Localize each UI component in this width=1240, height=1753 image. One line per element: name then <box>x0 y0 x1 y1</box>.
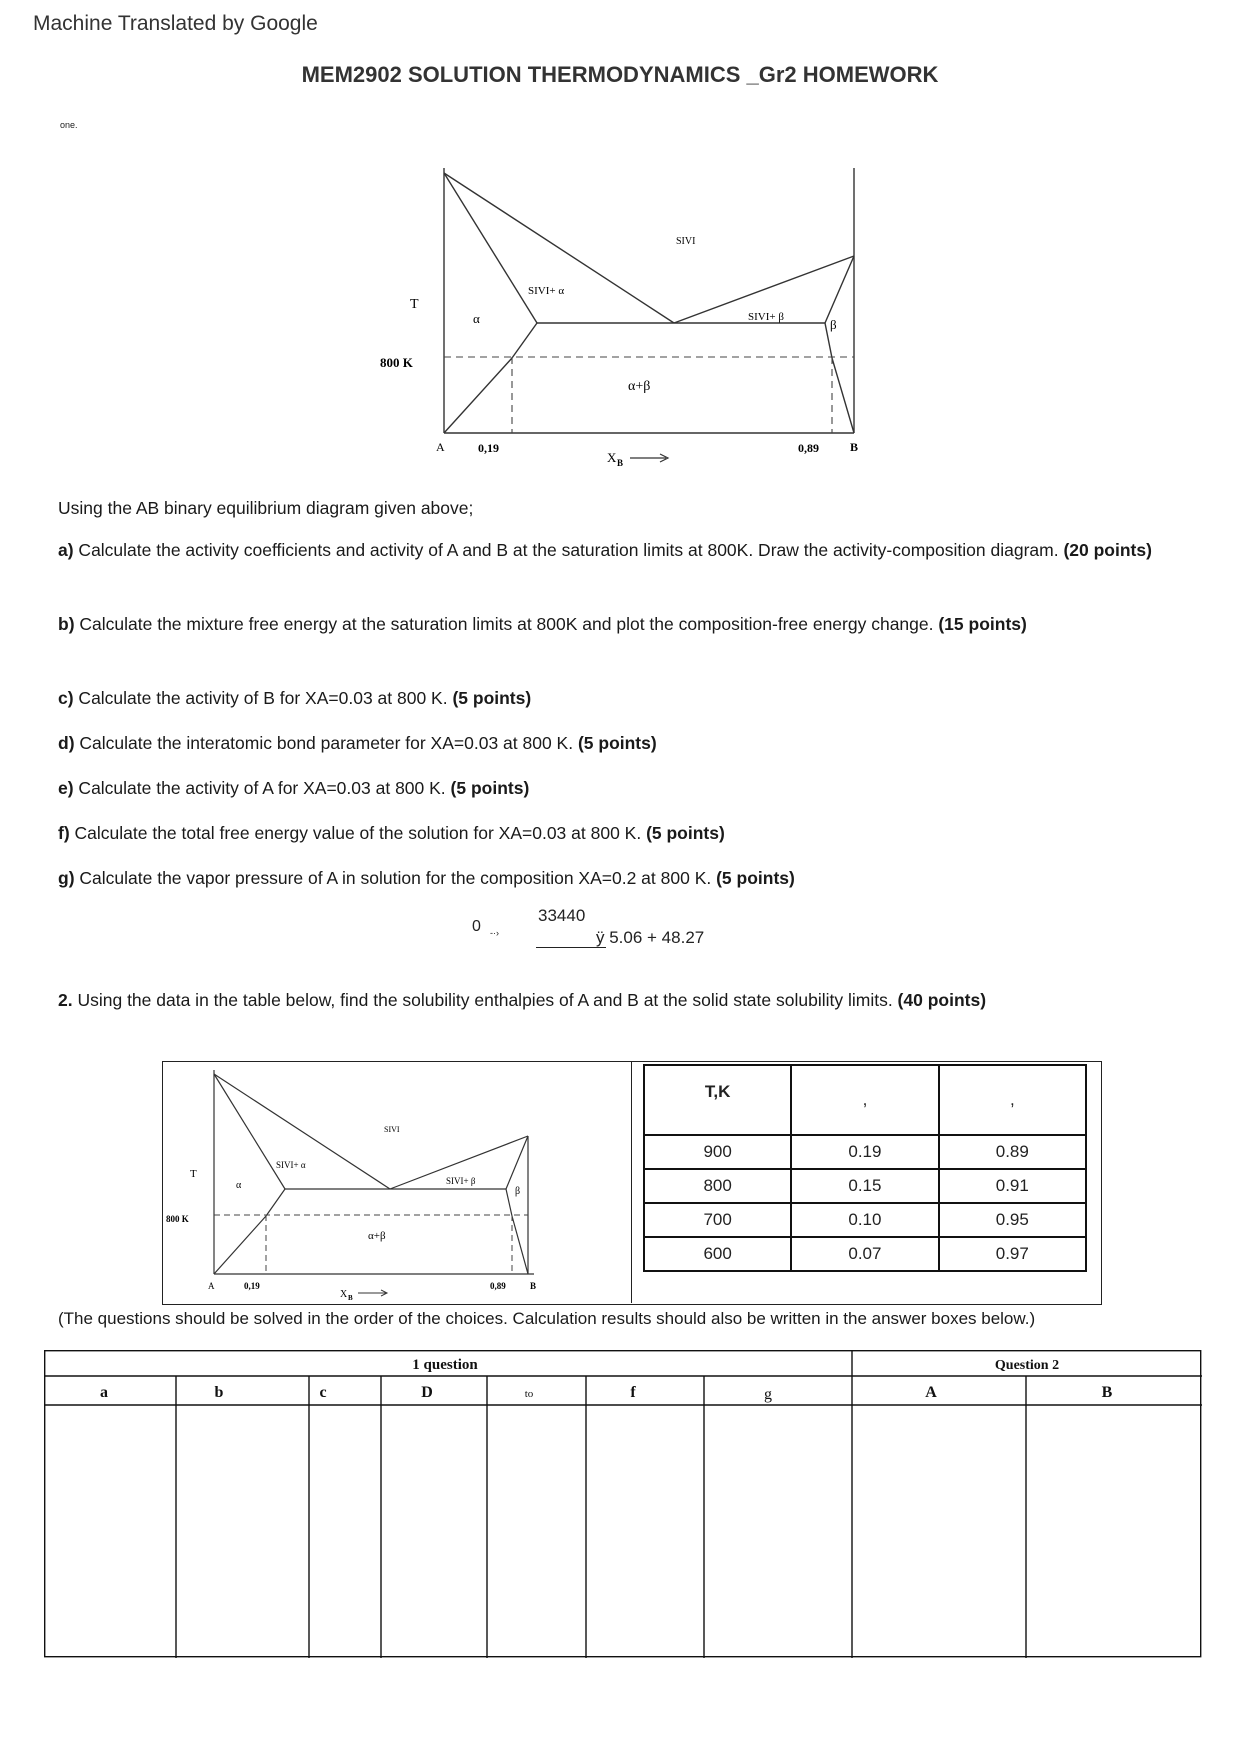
small-region-liquid-alpha: SIVI+ α <box>276 1160 306 1170</box>
question-d: d) Calculate the interatomic bond parameter for XA=0.03 at 800 K. (5 points) <box>58 733 657 753</box>
small-axis-t-label: T <box>190 1168 197 1180</box>
temp-label: 800 K <box>380 355 413 370</box>
col-header-q2-a: A <box>925 1384 937 1401</box>
small-xb-subscript: B <box>348 1294 353 1302</box>
small-component-a: A <box>208 1281 215 1291</box>
col-header-e: to <box>524 1388 534 1400</box>
header-temperature: T,K <box>644 1065 791 1135</box>
table-cell: 0.15 <box>791 1169 938 1203</box>
answer-grid <box>44 1350 1202 1658</box>
table-cell: 800 <box>644 1169 791 1203</box>
solubility-table <box>643 1064 1087 1272</box>
xb-subscript: B <box>617 458 624 468</box>
table-cell: 0.95 <box>939 1203 1086 1237</box>
small-xb-label: X <box>340 1289 348 1300</box>
answer-box-g[interactable] <box>706 1407 850 1656</box>
table-cell: 0.07 <box>791 1237 938 1271</box>
small-region-alpha-beta: α+β <box>368 1230 386 1242</box>
table-cell: 0.91 <box>939 1169 1086 1203</box>
header-xa: , <box>791 1065 938 1135</box>
answer-box-e[interactable] <box>489 1407 584 1656</box>
table-cell: 0.89 <box>939 1135 1086 1169</box>
region-alpha: α <box>473 311 480 326</box>
formula-rest: ÿ 5.06 + 48.27 <box>596 928 705 947</box>
small-xb-arrow-icon <box>358 1290 387 1296</box>
component-a: A <box>436 440 445 454</box>
group-question-1: 1 question <box>412 1357 478 1373</box>
phase-diagram-small <box>164 1064 564 1302</box>
col-header-d: D <box>421 1384 433 1401</box>
answer-box-f[interactable] <box>588 1407 702 1656</box>
item-number: one. <box>60 120 78 130</box>
small-region-beta: β <box>515 1186 521 1197</box>
composition-089: 0,89 <box>798 441 819 455</box>
component-b: B <box>850 440 859 454</box>
answer-box-d[interactable] <box>383 1407 485 1656</box>
col-header-q2-b: B <box>1101 1384 1113 1401</box>
table-cell: 900 <box>644 1135 791 1169</box>
question-f: f) Calculate the total free energy value of the solution for XA=0.03 at 800 K. (5 points) <box>58 823 725 843</box>
col-header-b: b <box>214 1384 224 1401</box>
small-region-alpha: α <box>236 1180 242 1191</box>
formula-numerator: 33440 <box>538 906 586 925</box>
small-region-liquid: SIVI <box>384 1125 400 1134</box>
small-temp-label: 800 K <box>166 1214 189 1224</box>
question-2-divider <box>631 1061 632 1303</box>
answer-box-a[interactable] <box>46 1407 174 1656</box>
axis-t-label: T <box>410 297 419 312</box>
composition-019: 0,19 <box>478 441 499 455</box>
formula-zero: 0 <box>472 918 481 935</box>
question-a: a) Calculate the activity coefficients and activity of A and B at the saturation limits at 800K. Draw the activity-composition diagram. (20 points) <box>58 540 1152 560</box>
small-component-b: B <box>530 1281 537 1291</box>
page-title: MEM2902 SOLUTION THERMODYNAMICS _Gr2 HOMEWORK <box>301 62 939 87</box>
xb-arrow-icon <box>630 454 668 462</box>
answer-box-b[interactable] <box>178 1407 307 1656</box>
region-liquid: SIVI <box>676 236 696 247</box>
question-b: b) Calculate the mixture free energy at the saturation limits at 800K and plot the composition-free energy change. (15 points) <box>58 614 1027 634</box>
table-cell: 0.10 <box>791 1203 938 1237</box>
xb-label: X <box>607 450 617 465</box>
question-e: e) Calculate the activity of A for XA=0.03 at 800 K. (5 points) <box>58 778 530 798</box>
question-g: g) Calculate the vapor pressure of A in solution for the composition XA=0.2 at 800 K. (5 points) <box>58 868 795 888</box>
question-c: c) Calculate the activity of B for XA=0.03 at 800 K. (5 points) <box>58 688 532 708</box>
table-cell: 0.97 <box>939 1237 1086 1271</box>
col-header-f: f <box>630 1384 636 1401</box>
small-composition-089: 0,89 <box>490 1281 506 1291</box>
col-header-g: g <box>764 1386 772 1403</box>
col-header-a: a <box>100 1384 108 1401</box>
small-region-liquid-beta: SIVI+ β <box>446 1176 476 1186</box>
header-xb: , <box>939 1065 1086 1135</box>
formula-arrow: -·› <box>490 928 499 938</box>
region-beta: β <box>830 317 837 332</box>
region-alpha-beta: α+β <box>628 379 651 394</box>
question-2: 2. Using the data in the table below, find the solubility enthalpies of A and B at the solid state solubility limits. (40 points) <box>58 990 987 1010</box>
small-composition-019: 0,19 <box>244 1281 260 1291</box>
instruction-note: (The questions should be solved in the order of the choices. Calculation results should also be written in the answer boxes below.) <box>58 1309 1036 1328</box>
region-liquid-beta: SIVI+ β <box>748 311 784 323</box>
answer-box-c[interactable] <box>311 1407 379 1656</box>
region-liquid-alpha: SIVI+ α <box>528 285 565 297</box>
col-header-c: c <box>319 1384 327 1401</box>
table-cell: 600 <box>644 1237 791 1271</box>
answer-box-q2-b[interactable] <box>1028 1407 1200 1656</box>
table-cell: 700 <box>644 1203 791 1237</box>
table-cell: 0.19 <box>791 1135 938 1169</box>
answer-box-q2-a[interactable] <box>854 1407 1024 1656</box>
group-question-2: Question 2 <box>994 1358 1060 1373</box>
intro-text: Using the AB binary equilibrium diagram given above; <box>58 498 474 518</box>
phase-diagram <box>370 158 890 480</box>
machine-translated-banner: Machine Translated by Google <box>33 12 318 35</box>
